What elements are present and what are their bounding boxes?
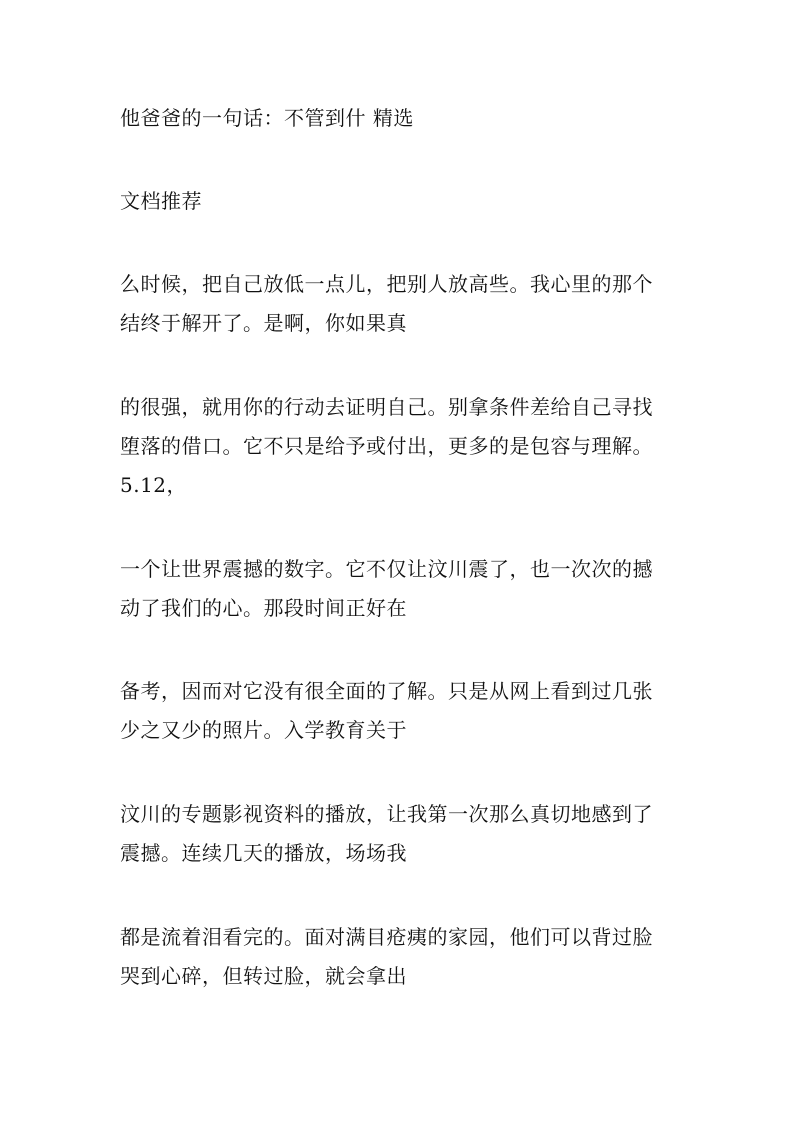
text-line-7: 5.12， [120,473,188,497]
text-line-6: 堕落的借口。它不只是给予或付出，更多的是包容与理解。 [120,434,653,458]
text-line-5: 的很强，就用你的行动去证明自己。别拿条件差给自己寻找 [120,395,653,419]
text-line-9: 动了我们的心。那段时间正好在 [120,596,407,620]
text-line-3: 么时候，把自己放低一点儿，把别人放高些。我心里的那个 [120,272,653,296]
text-line-13: 震撼。连续几天的播放，场场我 [120,841,407,865]
text-line-15: 哭到心碎，但转过脸，就会拿出 [120,964,407,988]
text-line-1: 他爸爸的一句话：不管到什 精选 [120,106,414,130]
text-line-12: 汶川的专题影视资料的播放，让我第一次那么真切地感到了 [120,802,653,826]
text-line-14: 都是流着泪看完的。面对满目疮痍的家园，他们可以背过脸 [120,925,653,949]
text-line-11: 少之又少的照片。入学教育关于 [120,718,407,742]
text-line-8: 一个让世界震撼的数字。它不仅让汶川震了，也一次次的撼 [120,557,653,581]
text-line-10: 备考，因而对它没有很全面的了解。只是从网上看到过几张 [120,679,653,703]
text-line-4: 结终于解开了。是啊，你如果真 [120,311,407,335]
text-line-2: 文档推荐 [120,189,202,213]
